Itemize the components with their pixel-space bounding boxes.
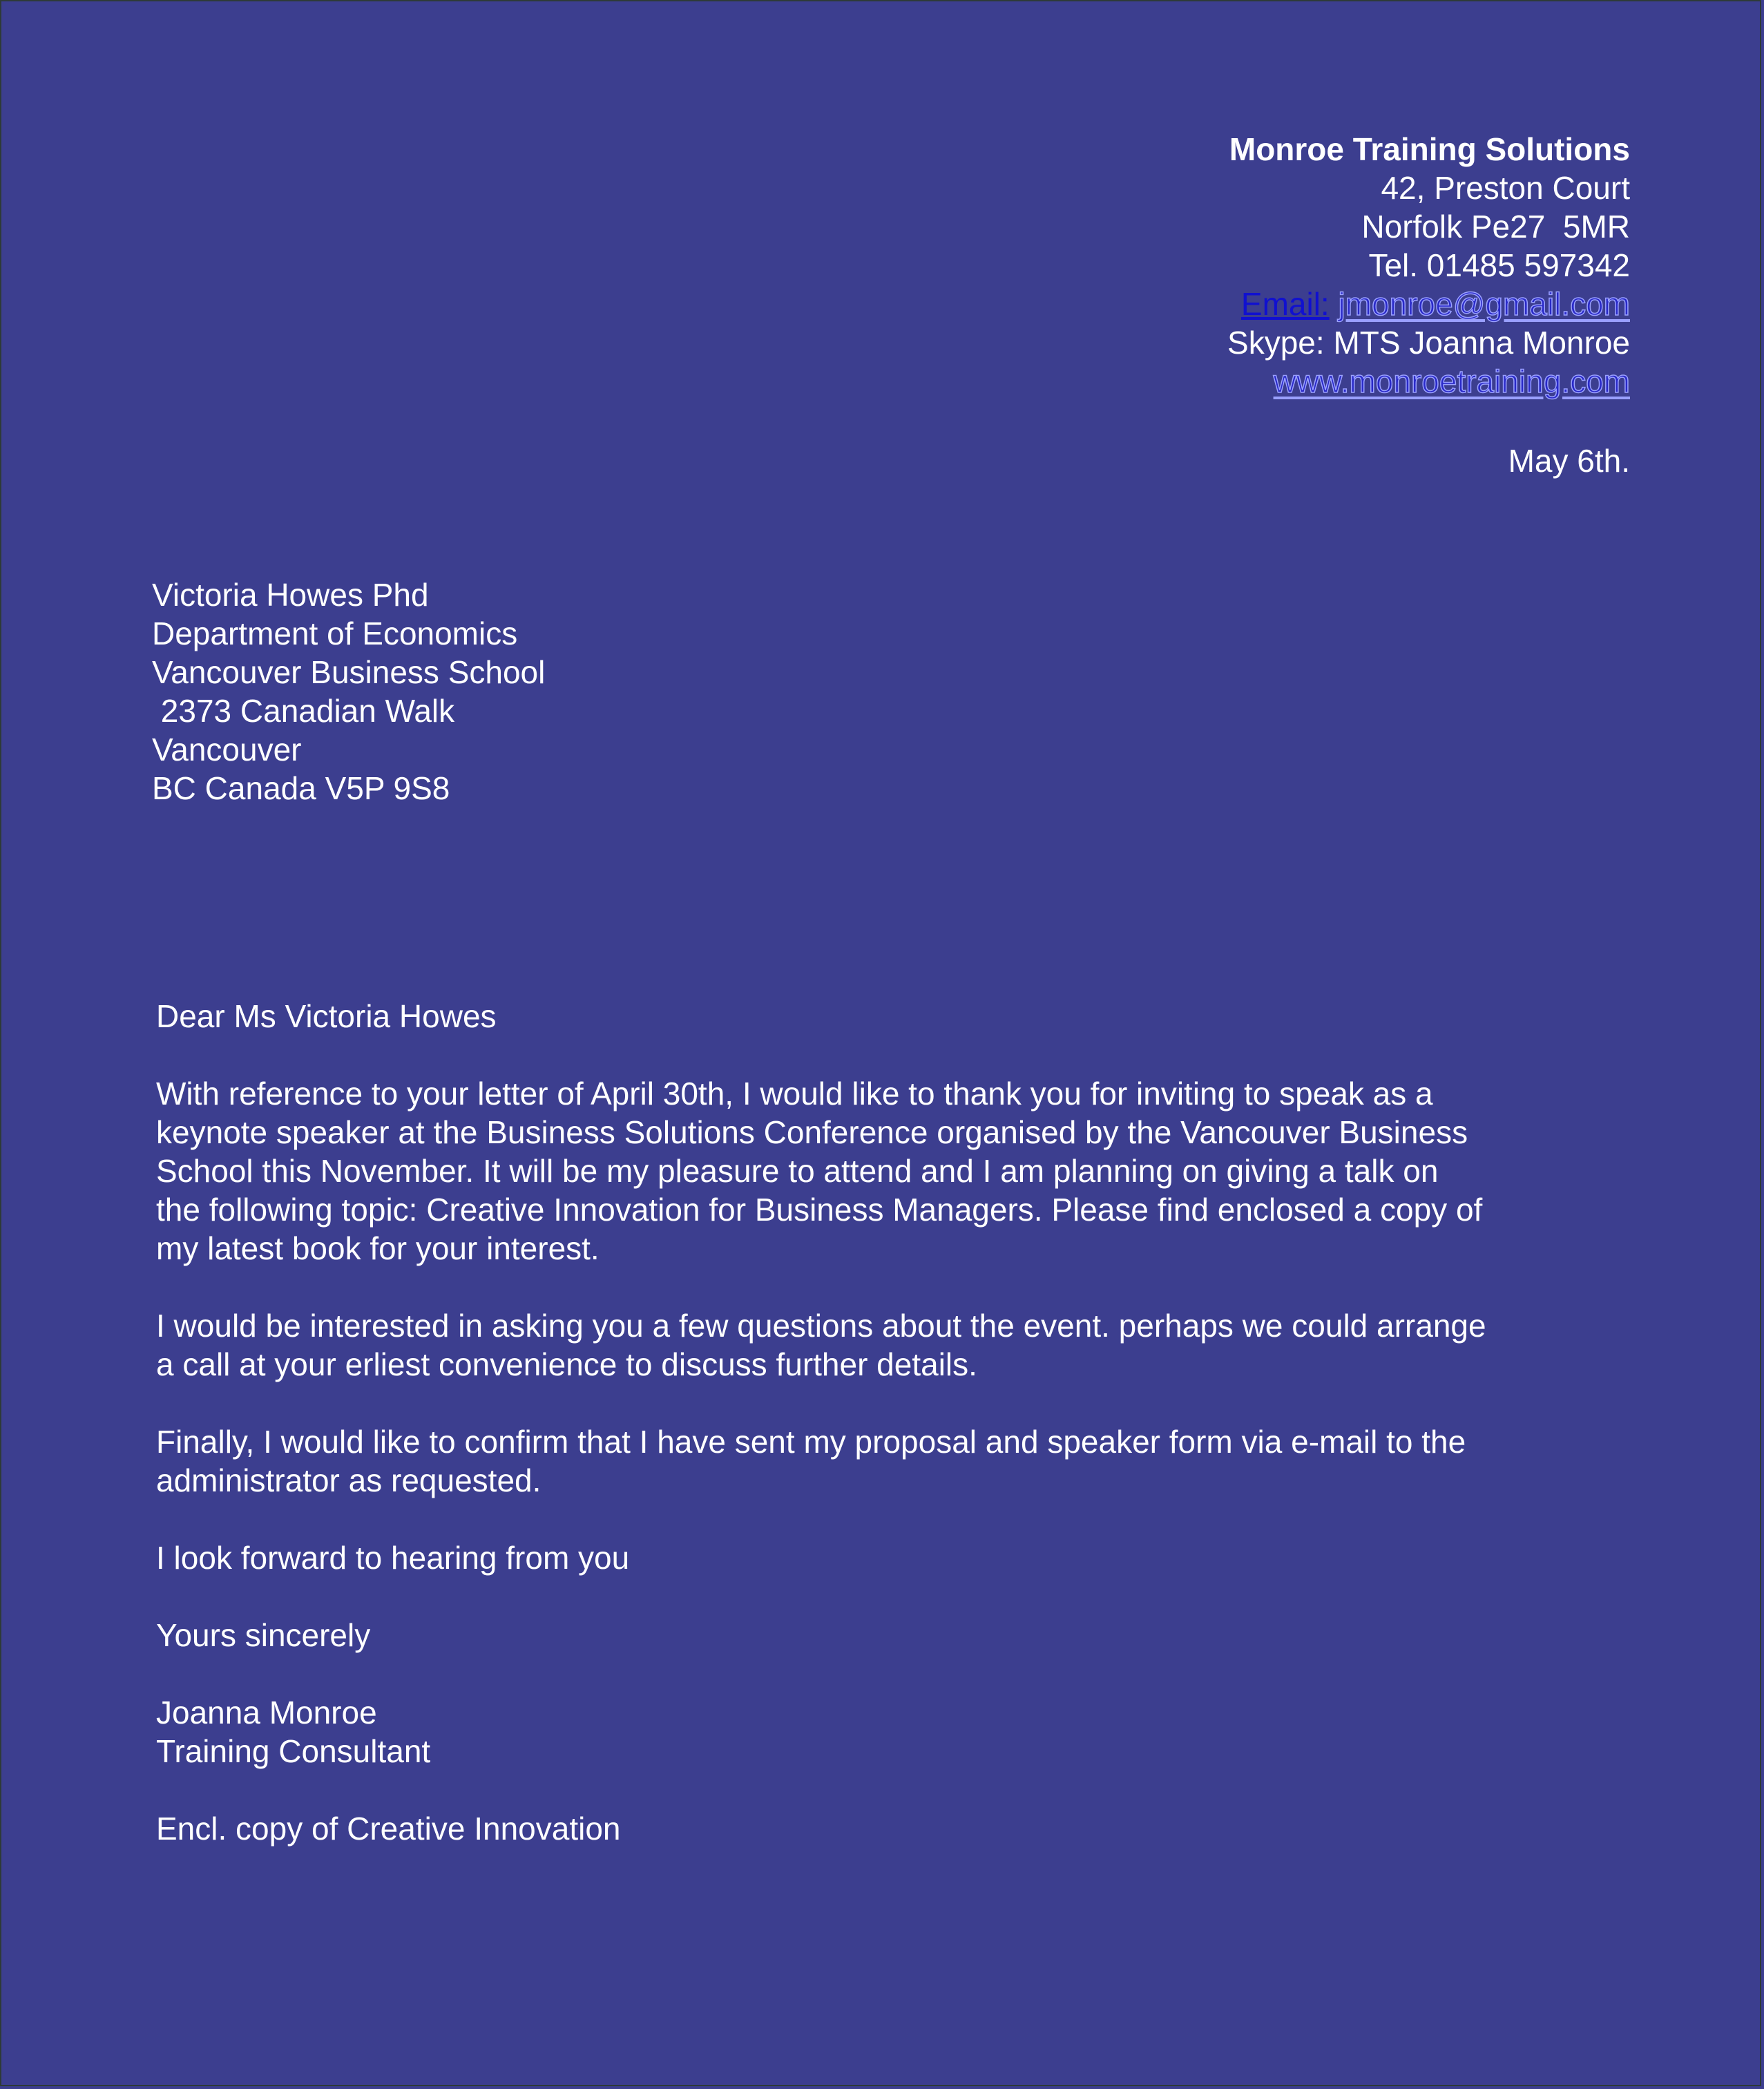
paragraph-line: Finally, I would like to confirm that I have sent my proposal and speaker form via e-mail to the	[156, 1424, 1466, 1460]
recipient-department: Department of Economics	[152, 616, 518, 651]
paragraph-questions	[156, 1306, 1641, 1384]
enclosure-note: Encl. copy of Creative Innovation	[156, 1811, 621, 1847]
paragraph-line: With reference to your letter of April 30th, I would like to thank you for inviting to speak as a	[156, 1076, 1433, 1112]
sender-email-line	[1227, 285, 1630, 323]
sender-address-line1: 42, Preston Court	[1381, 170, 1630, 206]
sender-company: Monroe Training Solutions	[1229, 131, 1630, 167]
sender-skype: Skype: MTS Joanna Monroe	[1227, 325, 1630, 361]
sender-address-block	[1227, 130, 1630, 401]
recipient-city: Vancouver	[152, 732, 302, 767]
salutation: Dear Ms Victoria Howes	[156, 998, 497, 1034]
recipient-address-block	[152, 575, 545, 808]
recipient-name: Victoria Howes Phd	[152, 577, 429, 613]
sender-address-line2: Norfolk Pe27 5MR	[1361, 209, 1630, 245]
recipient-institution: Vancouver Business School	[152, 654, 546, 690]
paragraph-line: keynote speaker at the Business Solutions Conference organised by the Vancouver Business	[156, 1114, 1468, 1150]
email-link[interactable]: jmonroe@gmail.com	[1338, 286, 1630, 322]
paragraph-line: my latest book for your interest.	[156, 1230, 600, 1266]
paragraph-line: a call at your erliest convenience to discuss further details.	[156, 1346, 977, 1382]
closing-line: I look forward to hearing from you	[156, 1540, 630, 1576]
paragraph-acceptance	[156, 1074, 1641, 1268]
paragraph-line: School this November. It will be my pleasure to attend and I am planning on giving a talk on	[156, 1153, 1439, 1189]
letter-body	[156, 997, 1641, 1887]
paragraph-line: administrator as requested.	[156, 1462, 541, 1498]
letter-date: May 6th.	[1508, 443, 1630, 479]
paragraph-line: the following topic: Creative Innovation for Business Managers. Please find enclosed a copy of	[156, 1192, 1483, 1228]
recipient-street: 2373 Canadian Walk	[152, 693, 455, 729]
recipient-region-postcode: BC Canada V5P 9S8	[152, 770, 450, 806]
website-link[interactable]: www.monroetraining.com	[1273, 363, 1630, 399]
email-label-link[interactable]: Email:	[1240, 286, 1330, 322]
sender-telephone: Tel. 01485 597342	[1368, 247, 1630, 283]
signer-name: Joanna Monroe	[156, 1695, 377, 1730]
paragraph-confirmation	[156, 1422, 1641, 1500]
sender-website-line	[1227, 362, 1630, 401]
signer-title: Training Consultant	[156, 1733, 431, 1769]
signature-block	[156, 1693, 1641, 1771]
sign-off: Yours sincerely	[156, 1617, 371, 1653]
paragraph-line: I would be interested in asking you a few questions about the event. perhaps we could arrange	[156, 1308, 1486, 1344]
